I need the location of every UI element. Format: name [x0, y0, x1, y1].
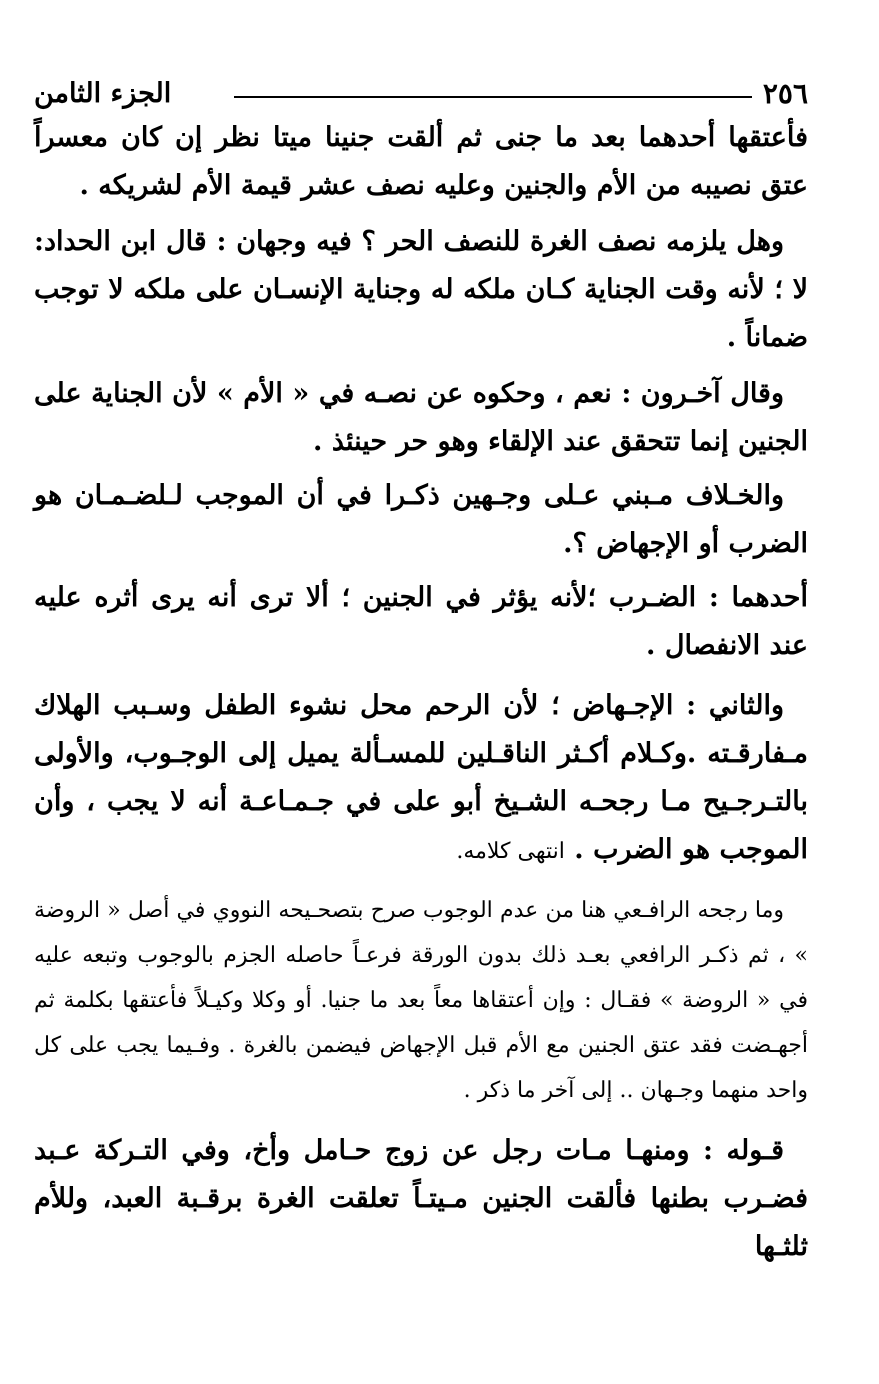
- paragraph-text: وهل يلزمه نصف الغرة للنصف الحر ؟ فيه وجهان : قال ابن الحداد: لا ؛ لأنه وقت الجناية كـان ملكه له وجناية الإنسـان على ملكه لا توجب ضماناً .: [34, 226, 808, 353]
- paragraph: [34, 218, 808, 362]
- paragraph: [34, 472, 808, 568]
- document-page: [34, 70, 808, 1271]
- paragraph: [34, 1127, 808, 1271]
- page-header: [34, 70, 808, 110]
- paragraph: [34, 682, 808, 876]
- paragraph: [34, 114, 808, 210]
- part-title: الجزء الثامن: [34, 78, 172, 109]
- paragraph: [34, 574, 808, 670]
- paragraph-text: وقال آخـرون : نعم ، وحكوه عن نصـه في « الأم » لأن الجناية على الجنين إنما تتحقق عند الإلقاء وهو حر حينئذ .: [34, 378, 808, 457]
- paragraph-text: وما رجحه الرافـعي هنا من عدم الوجوب صرح بتصحـيحه النووي في أصل « الروضة » ، ثم ذكـر الرافعي بعـد ذلك بدون الورقة فرعـاً حاصله الجزم بالوجوب وتبعه عليه في « الروضة » فقـال : وإن أعتقاها معاً بعد ما جنيا. أو وكلا وكيـلاً فأعتقها بكلمة ثم أجهـضت فقد عتق الجنين مع الأم قبل الإجهاض فيضمن بالغرة . وفـيما يجب على كل واحد منهما وجـهان .. إلى آخر ما ذكر .: [34, 898, 808, 1103]
- page-number: ٢٥٦: [762, 77, 808, 110]
- paragraph-text: فأعتقها أحدهما بعد ما جنى ثم ألقت جنينا ميتا نظر إن كان معسراً عتق نصيبه من الأم والجنين وعليه نصف عشر قيمة الأم لشريكه .: [34, 122, 808, 201]
- paragraph-text: والثاني : الإجـهاض ؛ لأن الرحم محل نشوء الطفل وسـبب الهلاك مـفارقـته .وكـلام أكـثر الناقـلين للمسـألة يميل إلى الوجـوب، والأولى بالتـرجـيح مـا رجحـه الشـيخ أبو على في جـمـاعـة أنه لا يجب ، وأن الموجب هو الضرب .: [34, 690, 808, 865]
- commentary-paragraph: [34, 888, 808, 1113]
- paragraph-text: أحدهما : الضـرب ؛لأنه يؤثر في الجنين ؛ ألا ترى أنه يرى أثره عليه عند الانفصال .: [34, 582, 808, 661]
- paragraph: [34, 370, 808, 466]
- quote-end-note: انتهى كلامه.: [456, 839, 565, 864]
- paragraph-text: قـوله : ومنهـا مـات رجل عن زوج حـامل وأخ، وفي التـركة عـبد فضـرب بطنها فألقت الجنين مـيتـاً تعلقت الغرة برقـبة العبد، وللأم ثلثـها: [34, 1135, 808, 1262]
- paragraph-text: والخـلاف مـبني عـلى وجـهين ذكـرا في أن الموجب لـلضـمـان هو الضرب أو الإجهاض ؟.: [34, 480, 808, 559]
- header-divider: [234, 96, 752, 98]
